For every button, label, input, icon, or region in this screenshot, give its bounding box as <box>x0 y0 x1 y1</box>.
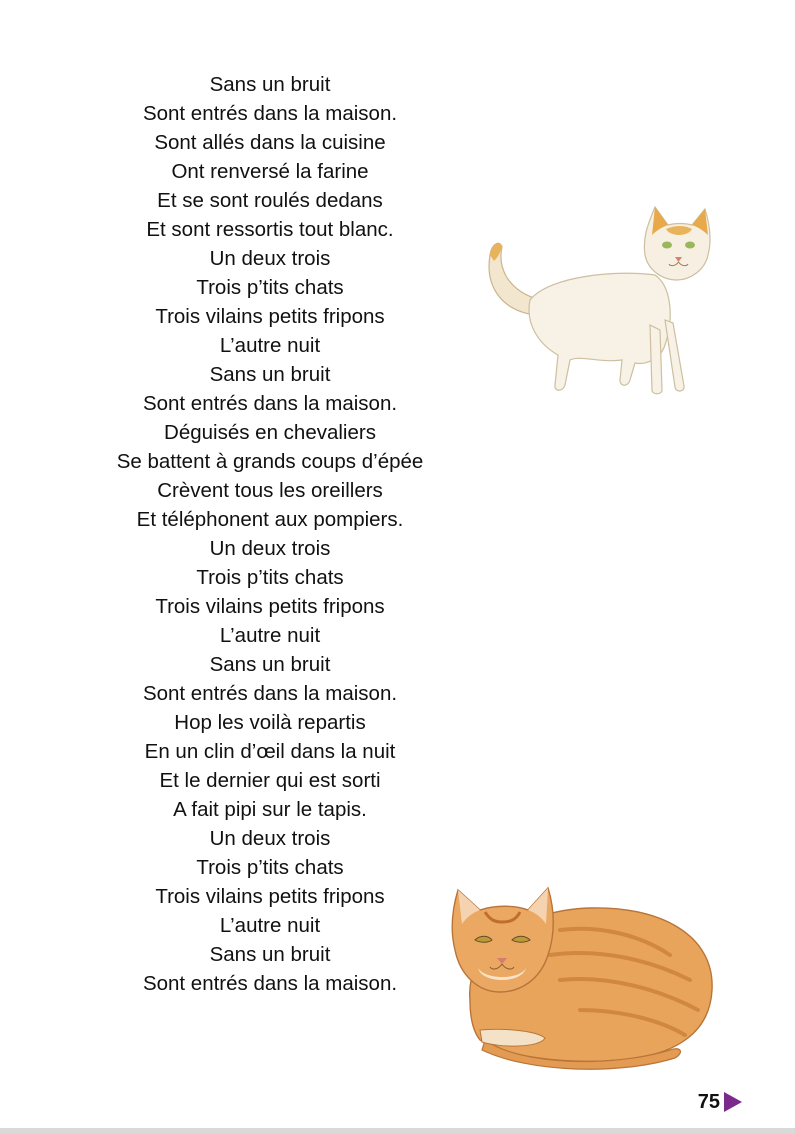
next-page-arrow-icon[interactable] <box>724 1092 742 1112</box>
poem-line: Sont entrés dans la maison. <box>142 102 398 125</box>
poem-line: Sont entrés dans la maison. <box>142 682 398 705</box>
orange-cat-illustration <box>440 880 725 1075</box>
poem-line: L’autre nuit <box>219 624 321 647</box>
poem-line: L’autre nuit <box>219 334 321 357</box>
poem-line: Un deux trois <box>209 827 331 850</box>
poem-line: Sont allés dans la cuisine <box>154 131 386 154</box>
poem-line: Ont renversé la farine <box>171 160 369 183</box>
poem-line: Sans un bruit <box>209 363 331 386</box>
poem-line: Sans un bruit <box>209 943 331 966</box>
poem-line: Déguisés en chevaliers <box>164 421 376 444</box>
poem-line: Et téléphonent aux pompiers. <box>136 508 404 531</box>
poem-line: Un deux trois <box>209 537 331 560</box>
poem-line: Un deux trois <box>209 247 331 270</box>
poem-line: Sans un bruit <box>209 73 331 96</box>
poem-line: Trois p’tits chats <box>196 856 344 879</box>
poem-line: Trois vilains petits fripons <box>155 885 385 908</box>
poem-line: Se battent à grands coups d’épée <box>116 450 424 473</box>
poem-line: Crèvent tous les oreillers <box>157 479 383 502</box>
poem-line: Trois p’tits chats <box>196 566 344 589</box>
page-number: 75 <box>697 1091 720 1113</box>
poem-line: Et le dernier qui est sorti <box>159 769 381 792</box>
poem-line: Trois p’tits chats <box>196 276 344 299</box>
poem-line: Sont entrés dans la maison. <box>142 392 398 415</box>
poem-line: Et sont ressortis tout blanc. <box>146 218 394 241</box>
poem-line: Sans un bruit <box>209 653 331 676</box>
poem-line: Sont entrés dans la maison. <box>142 972 398 995</box>
poem-line: Et se sont roulés dedans <box>157 189 383 212</box>
white-cat-illustration <box>470 195 720 405</box>
poem-line: Trois vilains petits fripons <box>155 595 385 618</box>
poem-line: Hop les voilà repartis <box>174 711 366 734</box>
poem-line: Trois vilains petits fripons <box>155 305 385 328</box>
poem-line: L’autre nuit <box>219 914 321 937</box>
page-bottom-rule <box>0 1128 795 1134</box>
poem-text <box>70 70 470 998</box>
poem-line: En un clin d’œil dans la nuit <box>144 740 396 763</box>
poem-line: A fait pipi sur le tapis. <box>173 798 367 821</box>
